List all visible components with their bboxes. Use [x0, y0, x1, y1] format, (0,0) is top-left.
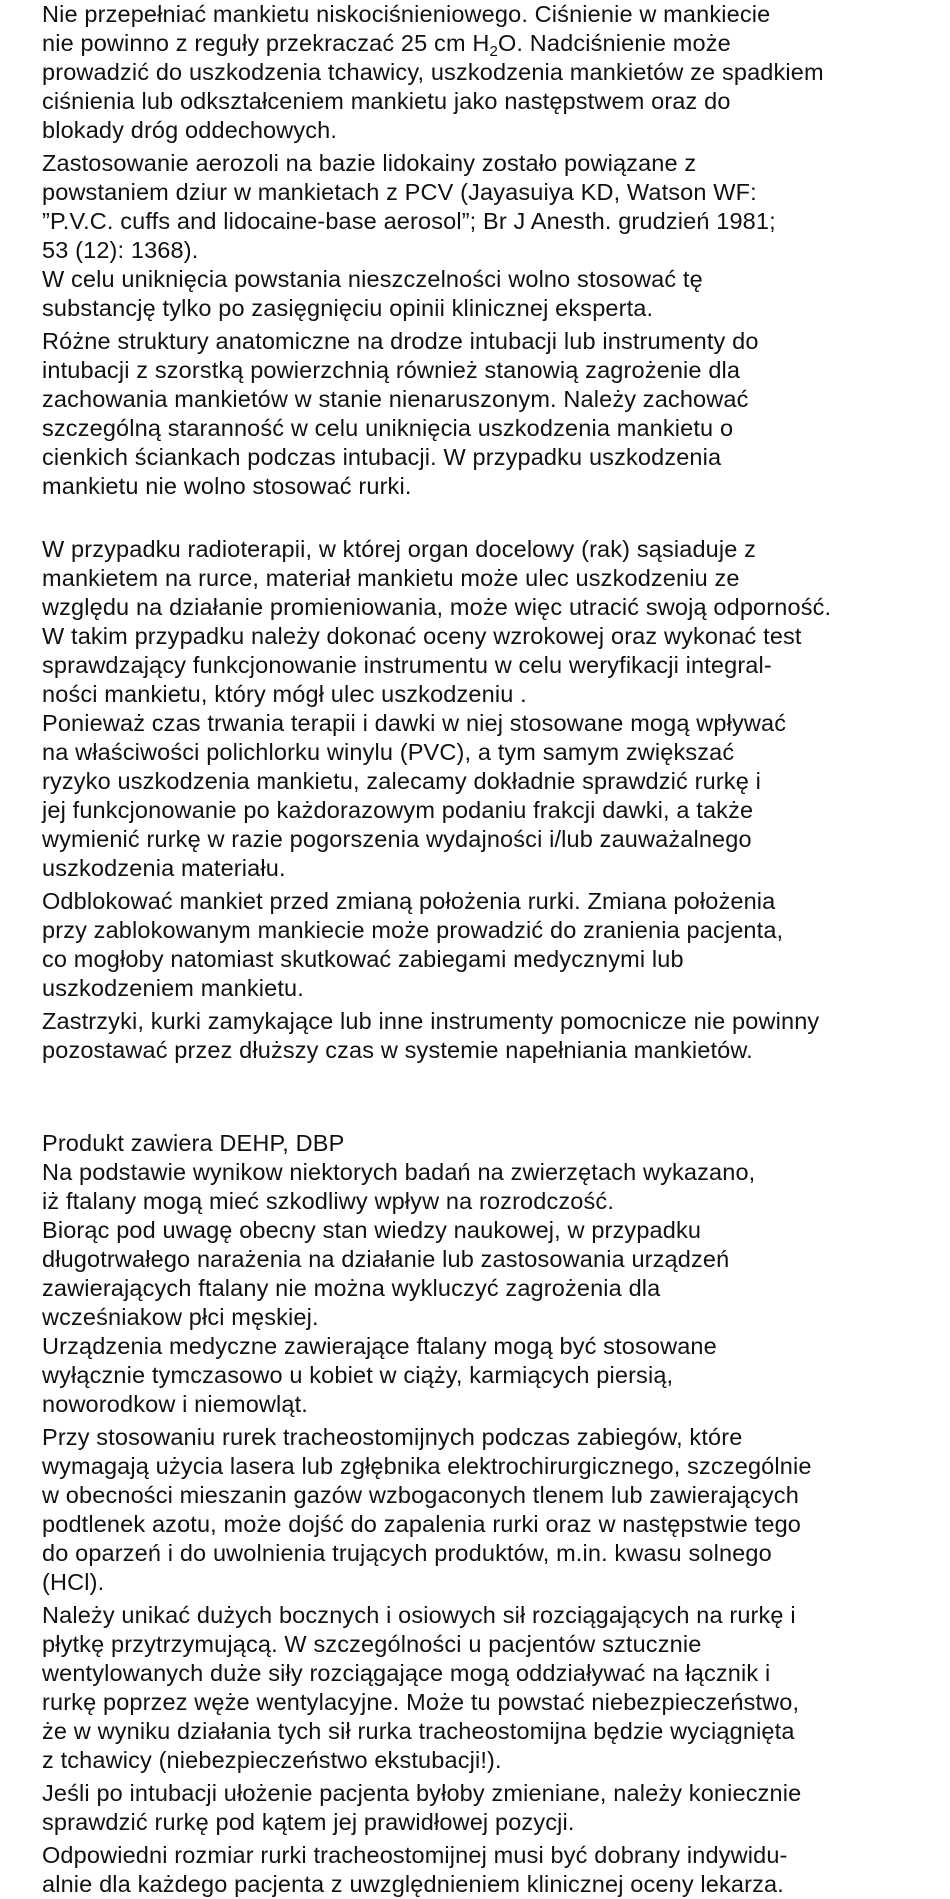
paragraph-cuff-pressure [42, 0, 942, 145]
paragraph-tensile-forces: Należy unikać dużych bocznych i osiowych sił rozciągających na rurkę i płytkę przytrzymującą. W szczególności u pacjentów sztucznie wentylowanych duże siły rozciągające mogą oddziaływać na łącznik i rurkę poprzez węże wentylacyjne. Może tu powstać niebezpieczeństwo, że w wyniku działania tych sił rurka tracheostomijna będzie wyciągnięta z tchawicy (niebezpieczeństwo ekstubacji!). [42, 1602, 800, 1773]
cuff-pressure-text-start: Nie przepełniać mankietu niskociśnieniowego. Ciśnienie w mankiecie nie powinno z reguły przekraczać 25 cm H [42, 1, 771, 56]
paragraph-tube-size: Odpowiedni rozmiar rurki tracheostomijnej musi być dobrany indywidu- alnie dla każdego pacjenta z uwzględnieniem klinicznej oceny lekarza. [42, 1842, 788, 1897]
paragraph-unblock-cuff: Odblokować mankiet przed zmianą położenia rurki. Zmiana położenia przy zablokowanym mankiecie może prowadzić do zranienia pacjenta, co mogłoby natomiast skutkować zabiegami medycznymi lub uszkodzeniem mankietu. [42, 888, 784, 1001]
paragraph-lidocaine-aerosol: Zastosowanie aerozoli na bazie lidokainy zostało powiązane z powstaniem dziur w mankietach z PCV (Jayasuiya KD, Watson WF: ”P.V.C. cuffs and lidocaine-base aerosol”; Br J Anesth. grudzień 1981; 53 (12): 1368). W celu uniknięcia powstania nieszczelności wolno stosować tę substancję tylko po zasięgnięciu opinii klinicznej eksperta. [42, 150, 776, 321]
paragraph-patient-repositioning: Jeśli po intubacji ułożenie pacjenta byłoby zmieniane, należy koniecznie sprawdzić rurkę pod kątem jej prawidłowej pozycji. [42, 1780, 802, 1835]
paragraph-syringes-stopcocks: Zastrzyki, kurki zamykające lub inne instrumenty pomocnicze nie powinny pozostawać przez dłuższy czas w systemie napełniania mankietów. [42, 1008, 820, 1063]
paragraph-anatomical-structures: Różne struktury anatomiczne na drodze intubacji lub instrumenty do intubacji z szorstką powierzchnią również stanowią zagrożenie dla zachowania mankietów w stanie nienaruszonym. Należy zachować szczególną staranność w celu uniknięcia uszkodzenia mankietu o cienkich ściankach podczas intubacji. W przypadku uszkodzenia mankietu nie wolno stosować rurki. [42, 328, 759, 499]
paragraph-phthalates: Produkt zawiera DEHP, DBP Na podstawie wynikow niektorych badań na zwierzętach wykazano, iż ftalany mogą mieć szkodliwy wpływ na rozrodczość. Biorąc pod uwagę obecny stan wiedzy naukowej, w przypadku długotrwałego narażenia na działanie lub zastosowania urządzeń zawierających ftalany nie można wykluczyć zagrożenia dla wcześniakow płci męskiej. Urządzenia medyczne zawierające ftalany mogą być stosowane wyłącznie tymczasowo u kobiet w ciąży, karmiących piersią, noworodkow i niemowląt. [42, 1130, 756, 1417]
paragraph-radiotherapy: W przypadku radioterapii, w której organ docelowy (rak) sąsiaduje z mankietem na rurce, materiał mankietu może ulec uszkodzeniu ze względu na działanie promieniowania, może więc utracić swoją odporność. W takim przypadku należy dokonać oceny wzrokowej oraz wykonać test sprawdzający funkcjonowanie instrumentu w celu weryfikacji integral- ności mankietu, który mógł ulec uszkodzeniu . Ponieważ czas trwania terapii i dawki w niej stosowane mogą wpływać na właściwości polichlorku winylu (PVC), a tym samym zwiększać ryzyko uszkodzenia mankietu, zalecamy dokładnie sprawdzić rurkę i jej funkcjonowanie po każdorazowym podaniu frakcji dawki, a także wymienić rurkę w razie pogorszenia wydajności i/lub zauważalnego uszkodzenia materiału. [42, 536, 832, 881]
document-page [42, 0, 942, 1899]
cuff-pressure-text-end: O. Nadciśnienie może prowadzić do uszkodzenia tchawicy, uszkodzenia mankietów ze spadkiem ciśnienia lub odkształceniem mankietu jako następstwem oraz do blokady dróg oddechowych. [42, 30, 824, 143]
paragraph-laser-electrosurgery: Przy stosowaniu rurek tracheostomijnych podczas zabiegów, które wymagają użycia lasera lub zgłębnika elektrochirurgicznego, szczególnie w obecności mieszanin gazów wzbogaconych tlenem lub zawierających podtlenek azotu, może dojść do zapalenia rurki oraz w następstwie tego do oparzeń i do uwolnienia trujących produktów, m.in. kwasu solnego (HCl). [42, 1424, 812, 1595]
h2o-subscript: 2 [489, 43, 498, 60]
